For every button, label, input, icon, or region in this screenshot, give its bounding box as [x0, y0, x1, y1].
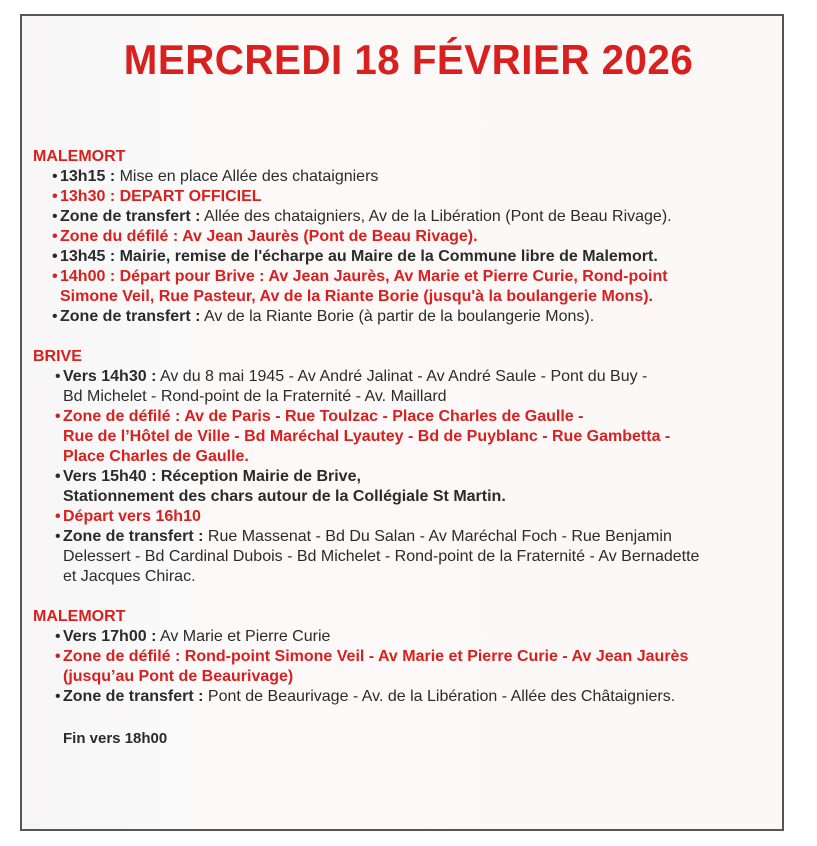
item-text: Av de Paris - Rue Toulzac - Place Charles de Gaulle -	[180, 408, 584, 425]
item-label: 14h00 :	[60, 268, 116, 285]
end-time-note: Fin vers 18h00	[63, 730, 168, 747]
item-text: Réception Mairie de Brive,	[156, 468, 361, 485]
bullet-icon: •	[52, 208, 58, 225]
item-text: Av de la Riante Borie (à partir de la boulangerie Mons).	[200, 308, 595, 325]
bullet-icon: •	[55, 648, 61, 665]
section-malemort-return	[33, 607, 787, 749]
bullet-icon: •	[55, 628, 61, 645]
item-text-continued: Rue de l’Hôtel de Ville - Bd Maréchal Lyautey - Bd de Puyblanc - Rue Gambetta -	[63, 428, 671, 445]
item-label: 13h30 :	[60, 188, 116, 205]
schedule-item	[33, 687, 787, 707]
item-text: Av Marie et Pierre Curie	[156, 628, 331, 645]
section-malemort-start	[33, 147, 787, 327]
item-label: Vers 14h30 :	[63, 368, 157, 385]
schedule-item	[33, 527, 787, 587]
item-label: 13h45 :	[60, 248, 116, 265]
item-text-continued: Delessert - Bd Cardinal Dubois - Bd Michelet - Rond-point de la Fraternité - Av Bernadette	[63, 548, 700, 565]
item-label: Vers 15h40 :	[63, 468, 157, 485]
schedule-item	[33, 227, 787, 247]
schedule-item	[33, 167, 787, 187]
item-text: DEPART OFFICIEL	[115, 188, 262, 205]
section-brive	[33, 347, 787, 587]
item-text-continued: Bd Michelet - Rond-point de la Fraternité - Av. Maillard	[63, 388, 447, 405]
item-text: Rond-point Simone Veil - Av Marie et Pierre Curie - Av Jean Jaurès	[180, 648, 689, 665]
item-text: Av Jean Jaurès (Pont de Beau Rivage).	[178, 228, 478, 245]
item-text-continued: (jusqu’au Pont de Beaurivage)	[63, 668, 294, 685]
section-heading: MALEMORT	[33, 608, 126, 625]
item-label: 13h15 :	[60, 168, 116, 185]
bullet-icon: •	[52, 268, 58, 285]
schedule-item	[33, 267, 787, 307]
item-text-continued: et Jacques Chirac.	[63, 568, 196, 585]
item-label: Zone de transfert :	[60, 308, 201, 325]
schedule-item	[33, 367, 787, 407]
schedule-content	[33, 147, 787, 749]
item-label: Vers 17h00 :	[63, 628, 157, 645]
section-heading: BRIVE	[33, 348, 82, 365]
schedule-item	[33, 407, 787, 467]
bullet-icon: •	[52, 228, 58, 245]
bullet-icon: •	[55, 408, 61, 425]
bullet-icon: •	[55, 528, 61, 545]
item-text: Mairie, remise de l'écharpe au Maire de la Commune libre de Malemort.	[115, 248, 658, 265]
schedule-item	[33, 207, 787, 227]
schedule-item	[33, 307, 787, 327]
item-label: Zone de transfert :	[63, 688, 204, 705]
page-title: MERCREDI 18 FÉVRIER 2026	[123, 36, 694, 83]
item-text: Rue Massenat - Bd Du Salan - Av Maréchal Foch - Rue Benjamin	[203, 528, 672, 545]
bullet-icon: •	[55, 368, 61, 385]
item-label: Zone du défilé :	[60, 228, 179, 245]
item-text-continued: Simone Veil, Rue Pasteur, Av de la Riante Borie (jusqu'à la boulangerie Mons).	[60, 288, 653, 305]
schedule-item	[33, 467, 787, 507]
item-label: Zone de transfert :	[60, 208, 201, 225]
schedule-item	[33, 647, 787, 687]
bullet-icon: •	[55, 468, 61, 485]
item-text: Départ pour Brive : Av Jean Jaurès, Av Marie et Pierre Curie, Rond-point	[115, 268, 668, 285]
item-label: Zone de défilé :	[63, 408, 181, 425]
item-text-continued: Stationnement des chars autour de la Collégiale St Martin.	[63, 488, 506, 505]
item-label: Départ vers 16h10	[63, 508, 201, 525]
item-text: Mise en place Allée des chataigniers	[115, 168, 379, 185]
schedule-item	[33, 507, 787, 527]
schedule-item	[33, 187, 787, 207]
schedule-item	[33, 247, 787, 267]
section-heading: MALEMORT	[33, 148, 126, 165]
item-text: Pont de Beaurivage - Av. de la Libération - Allée des Châtaigniers.	[203, 688, 676, 705]
item-text-continued: Place Charles de Gaulle.	[63, 448, 249, 465]
bullet-icon: •	[52, 248, 58, 265]
bullet-icon: •	[55, 508, 61, 525]
bullet-icon: •	[52, 168, 58, 185]
item-label: Zone de défilé :	[63, 648, 181, 665]
bullet-icon: •	[52, 308, 58, 325]
item-label: Zone de transfert :	[63, 528, 204, 545]
item-text: Allée des chataigniers, Av de la Libération (Pont de Beau Rivage).	[200, 208, 672, 225]
schedule-item	[33, 627, 787, 647]
item-text: Av du 8 mai 1945 - Av André Jalinat - Av André Saule - Pont du Buy -	[156, 368, 648, 385]
bullet-icon: •	[55, 688, 61, 705]
bullet-icon: •	[52, 188, 58, 205]
